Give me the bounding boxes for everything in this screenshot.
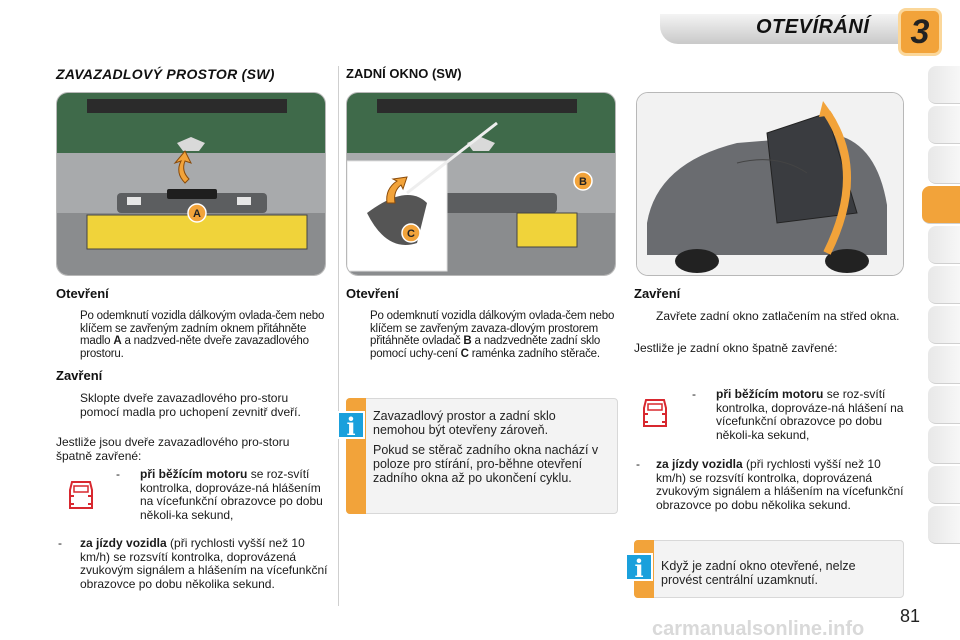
dash: - <box>692 387 696 401</box>
chapter-tab[interactable] <box>928 386 960 424</box>
left-close-text: Sklopte dveře zavazadlového pro-storu pomocí madla pro uchopení zevnitř dveří. <box>80 391 301 419</box>
photo-car-rear-window-open <box>636 92 904 276</box>
chapter-tab[interactable] <box>928 266 960 304</box>
chapter-number-badge: 3 <box>898 8 942 56</box>
section-heading-boot: ZAVAZADLOVÝ PROSTOR (SW) <box>56 66 275 82</box>
info-box-text: Když je zadní okno otevřené, nelze provést centrální uzamknutí. <box>661 559 856 587</box>
watermark: carmanualsonline.info <box>652 618 865 640</box>
left-close-heading: Zavření <box>56 368 103 383</box>
page-header <box>0 0 960 60</box>
right-if-bad-text: Jestliže je zadní okno špatně zavřené: <box>634 341 838 355</box>
column-divider <box>338 66 339 606</box>
chapter-tab[interactable] <box>928 466 960 504</box>
callout-a: A <box>193 208 201 220</box>
chapter-tab[interactable] <box>928 226 960 264</box>
right-close-text: Zavřete zadní okno zatlačením na střed okna. <box>656 309 900 323</box>
right-driving-text: za jízdy vozidla (při rychlosti vyšší než 10 km/h) se rozsvítí kontrolka, doprovázená zvukovým signálem a hlášením na vícefunkční obrazovce po dobu několika sekund. <box>656 457 904 512</box>
chapter-tab[interactable] <box>928 66 960 104</box>
callout-b: B <box>579 176 587 188</box>
left-running-text: při běžícím motoru se roz-svítí kontrolka, doprováze-ná hlášením na vícefunkční obrazovce po dobu několi-ka sekund, <box>140 467 323 522</box>
dash: - <box>636 457 640 471</box>
info-icon: i <box>337 411 365 439</box>
dash: - <box>116 467 120 481</box>
chapter-tab[interactable] <box>928 506 960 544</box>
middle-open-text: Po odemknutí vozidla dálkovým ovlada-čem nebo klíčem se zavřeným zavaza-dlovým prostorem přitáhněte ovladač B a nadzvedněte zadní sklo pomocí uchy-cení C raménka zadního stěrače. <box>370 310 615 360</box>
left-if-bad-text: Jestliže jsou dveře zavazadlového pro-storu špatně zavřené: <box>56 435 290 463</box>
chapter-tab[interactable] <box>928 426 960 464</box>
info-icon: i <box>625 553 653 581</box>
chapter-tab[interactable] <box>928 146 960 184</box>
chapter-tab[interactable] <box>928 346 960 384</box>
left-open-text: Po odemknutí vozidla dálkovým ovlada-čem nebo klíčem se zavřeným zadním oknem přitáhněte madlo A a nadzved-něte dveře zavazadlového prostoru. <box>80 310 325 360</box>
car-open-warning-icon <box>66 476 96 516</box>
page-number: 81 <box>900 606 921 626</box>
chapter-tabs <box>928 66 960 576</box>
info-box-central-locking <box>634 540 904 598</box>
right-running-text: při běžícím motoru se roz-svítí kontrolka, doprováze-ná hlášení na vícefunkční obrazovce po dobu několi-ka sekund, <box>716 387 904 442</box>
info-box-simultaneous <box>346 398 618 514</box>
right-close-heading: Zavření <box>634 286 681 301</box>
info-box-text: Zavazadlový prostor a zadní sklo nemohou být otevřeny zároveň. Pokud se stěrač zadního okna nachází v poloze pro stírání, pro-běhne otevření zadního okna až po ukončení cyklu. <box>373 409 599 485</box>
chapter-title: OTEVÍRÁNÍ <box>756 16 870 38</box>
chapter-tab[interactable] <box>928 106 960 144</box>
photo-rear-window-controls <box>346 92 616 276</box>
left-open-heading: Otevření <box>56 286 109 301</box>
left-driving-text: za jízdy vozidla (při rychlosti vyšší než 10 km/h) se rozsvítí kontrolka, doprovázená zvukovým signálem a hlášením na vícefunkční obrazovce po dobu několika sekund. <box>80 536 328 591</box>
middle-open-heading: Otevření <box>346 286 399 301</box>
callout-c: C <box>407 228 415 240</box>
photo-boot-handle <box>56 92 326 276</box>
chapter-tab[interactable] <box>928 306 960 344</box>
chapter-tab-active[interactable] <box>922 186 960 224</box>
section-heading-rear-window: ZADNÍ OKNO (SW) <box>346 66 462 81</box>
car-open-warning-icon <box>640 394 670 434</box>
dash: - <box>58 536 62 550</box>
